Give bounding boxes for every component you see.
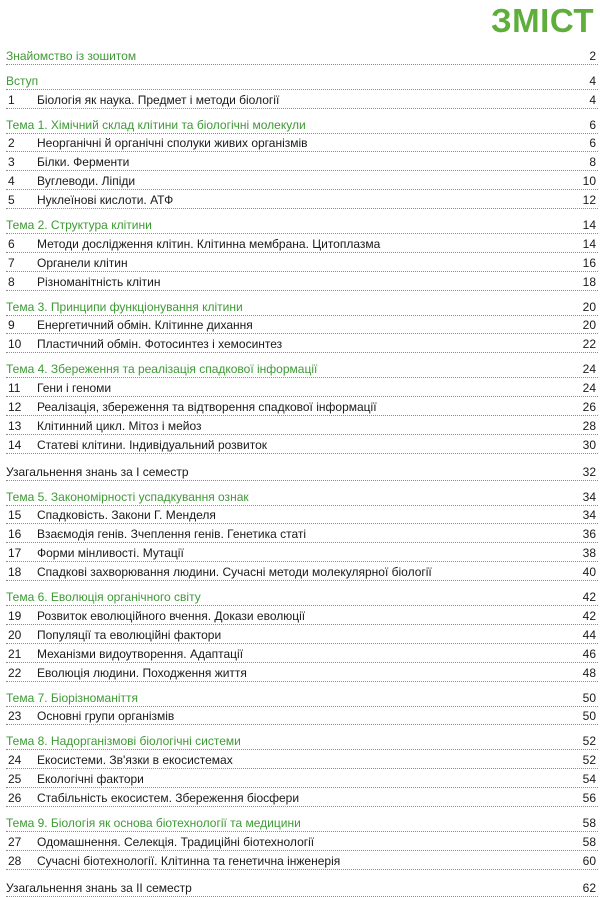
entry-title: Основні групи організмів (37, 709, 175, 724)
entry-number: 2 (8, 136, 15, 151)
entry-page-number: 44 (582, 627, 596, 642)
toc-entry[interactable] (6, 625, 598, 644)
toc-section-heading[interactable] (6, 813, 598, 832)
toc-entry[interactable] (6, 562, 598, 581)
entry-page-number: 4 (589, 73, 596, 88)
entry-page-number: 8 (589, 155, 596, 170)
toc-summary-entry[interactable] (6, 462, 598, 481)
entry-title: Нуклеїнові кислоти. АТФ (37, 193, 174, 208)
page-title: ЗМІСТ (491, 2, 594, 39)
toc-entry[interactable] (6, 416, 598, 435)
entry-title: Тема 5. Закономірності успадкування ознак (6, 489, 249, 504)
toc-section-heading[interactable] (6, 71, 598, 90)
entry-number: 20 (8, 627, 22, 642)
entry-title: Еволюція людини. Походження життя (37, 665, 247, 680)
entry-page-number: 46 (582, 646, 596, 661)
toc-section-heading[interactable] (6, 215, 598, 234)
entry-title: Неорганічні й органічні сполуки живих організмів (37, 136, 308, 151)
entry-number: 6 (8, 236, 15, 251)
entry-number: 3 (8, 155, 15, 170)
entry-page-number: 50 (582, 709, 596, 724)
entry-page-number: 28 (582, 418, 596, 433)
entry-page-number: 56 (582, 790, 596, 805)
entry-title: Пластичний обмін. Фотосинтез і хемосинтез (37, 337, 283, 352)
entry-title: Сучасні біотехнології. Клітинна та генетична інженерія (37, 853, 341, 868)
toc-entry[interactable] (6, 606, 598, 625)
entry-page-number: 32 (582, 464, 596, 479)
toc-entry[interactable] (6, 543, 598, 562)
entry-page-number: 12 (582, 193, 596, 208)
entry-title: Знайомство із зошитом (6, 48, 137, 63)
entry-page-number: 2 (589, 48, 596, 63)
entry-title: Тема 3. Принципи функціонування клітини (6, 299, 243, 314)
section-gap (6, 870, 598, 876)
entry-title: Тема 9. Біологія як основа біотехнології та медицини (6, 815, 301, 830)
entry-page-number: 60 (582, 853, 596, 868)
toc-entry[interactable] (6, 272, 598, 291)
entry-title: Гени і геноми (37, 381, 112, 396)
entry-page-number: 40 (582, 565, 596, 580)
entry-page-number: 58 (582, 815, 596, 830)
entry-number: 17 (8, 546, 22, 561)
entry-number: 7 (8, 255, 15, 270)
entry-number: 10 (8, 337, 22, 352)
toc-entry[interactable] (6, 253, 598, 272)
entry-number: 15 (8, 508, 22, 523)
toc-entry[interactable] (6, 506, 598, 525)
toc-entry[interactable] (6, 190, 598, 209)
entry-number: 28 (8, 853, 22, 868)
toc-entry[interactable] (6, 234, 598, 253)
entry-title: Біологія як наука. Предмет і методи біології (37, 92, 280, 107)
entry-page-number: 48 (582, 665, 596, 680)
entry-page-number: 34 (582, 489, 596, 504)
toc-entry[interactable] (6, 524, 598, 543)
entry-title: Узагальнення знань за II семестр (6, 880, 192, 895)
entry-page-number: 58 (582, 834, 596, 849)
toc-section-heading[interactable] (6, 359, 598, 378)
entry-number: 5 (8, 193, 15, 208)
entry-number: 19 (8, 608, 22, 623)
entry-title: Білки. Ферменти (37, 155, 130, 170)
entry-title: Клітинний цикл. Мітоз і мейоз (37, 418, 202, 433)
entry-title: Тема 1. Хімічний склад клітини та біологічні молекули (6, 117, 306, 132)
entry-title: Тема 2. Структура клітини (6, 218, 152, 233)
entry-title: Органели клітин (37, 255, 128, 270)
toc-section-heading[interactable] (6, 297, 598, 316)
entry-page-number: 20 (582, 318, 596, 333)
entry-number: 8 (8, 274, 15, 289)
entry-title: Стабільність екосистем. Збереження біосфери (37, 790, 300, 805)
entry-number: 25 (8, 772, 22, 787)
entry-title: Спадковість. Закони Г. Менделя (37, 508, 216, 523)
entry-page-number: 18 (582, 274, 596, 289)
entry-title: Екологічні фактори (37, 772, 144, 787)
toc-section-heading[interactable] (6, 731, 598, 750)
entry-page-number: 52 (582, 734, 596, 749)
entry-page-number: 42 (582, 608, 596, 623)
entry-title: Тема 7. Біорізноманіття (6, 690, 138, 705)
toc-entry[interactable] (6, 334, 598, 353)
entry-number: 18 (8, 565, 22, 580)
entry-page-number: 24 (582, 362, 596, 377)
entry-number: 22 (8, 665, 22, 680)
entry-title: Взаємодія генів. Зчеплення генів. Генетика статі (37, 527, 307, 542)
toc-entry[interactable] (6, 316, 598, 335)
entry-title: Одомашнення. Селекція. Традиційні біотехнології (37, 834, 315, 849)
entry-page-number: 20 (582, 299, 596, 314)
entry-number: 23 (8, 709, 22, 724)
entry-number: 27 (8, 834, 22, 849)
entry-title: Тема 6. Еволюція органічного світу (6, 590, 201, 605)
entry-number: 13 (8, 418, 22, 433)
toc-entry[interactable] (6, 663, 598, 682)
toc-entry[interactable] (6, 851, 598, 870)
entry-page-number: 16 (582, 255, 596, 270)
entry-page-number: 14 (582, 236, 596, 251)
entry-number: 11 (8, 381, 21, 396)
entry-title: Статеві клітини. Індивідуальний розвиток (37, 437, 268, 452)
entry-page-number: 4 (589, 92, 596, 107)
entry-title: Механізми видоутворення. Адаптації (37, 646, 244, 661)
entry-title: Спадкові захворювання людини. Сучасні методи молекулярної біології (37, 565, 432, 580)
table-of-contents (6, 46, 598, 897)
toc-section-heading[interactable] (6, 487, 598, 506)
entry-title: Узагальнення знань за I семестр (6, 464, 189, 479)
toc-entry[interactable] (6, 750, 598, 769)
entry-page-number: 34 (582, 508, 596, 523)
entry-title: Реалізація, збереження та відтворення спадкової інформації (37, 400, 377, 415)
entry-page-number: 24 (582, 381, 596, 396)
entry-number: 24 (8, 753, 22, 768)
toc-entry[interactable] (6, 378, 598, 397)
entry-page-number: 30 (582, 437, 596, 452)
entry-number: 4 (8, 174, 15, 189)
entry-number: 26 (8, 790, 22, 805)
entry-page-number: 42 (582, 590, 596, 605)
toc-section-heading[interactable] (6, 115, 598, 134)
toc-section-heading[interactable] (6, 688, 598, 707)
entry-page-number: 6 (589, 117, 596, 132)
entry-title: Тема 4. Збереження та реалізація спадкової інформації (6, 362, 318, 377)
entry-page-number: 38 (582, 546, 596, 561)
entry-number: 16 (8, 527, 22, 542)
toc-summary-entry[interactable] (6, 878, 598, 897)
entry-title: Енергетичний обмін. Клітинне дихання (37, 318, 253, 333)
entry-page-number: 14 (582, 218, 596, 233)
entry-title: Методи дослідження клітин. Клітинна мембрана. Цитоплазма (37, 236, 381, 251)
toc-entry[interactable] (6, 644, 598, 663)
entry-title: Екосистеми. Зв'язки в екосистемах (37, 753, 233, 768)
entry-page-number: 22 (582, 337, 596, 352)
entry-page-number: 62 (582, 880, 596, 895)
entry-number: 21 (8, 646, 22, 661)
toc-entry[interactable] (6, 171, 598, 190)
section-gap (6, 454, 598, 460)
toc-entry[interactable] (6, 435, 598, 454)
entry-title: Тема 8. Надорганізмові біологічні системи (6, 734, 241, 749)
entry-number: 1 (8, 92, 15, 107)
entry-page-number: 36 (582, 527, 596, 542)
toc-entry[interactable] (6, 788, 598, 807)
entry-title: Вступ (6, 73, 39, 88)
toc-entry[interactable] (6, 134, 598, 153)
entry-title: Вуглеводи. Ліпіди (37, 174, 136, 189)
toc-section-heading[interactable] (6, 587, 598, 606)
entry-page-number: 26 (582, 400, 596, 415)
entry-page-number: 6 (589, 136, 596, 151)
entry-title: Різноманітність клітин (37, 274, 161, 289)
entry-number: 9 (8, 318, 15, 333)
toc-section-heading[interactable] (6, 46, 598, 65)
entry-title: Форми мінливості. Мутації (37, 546, 184, 561)
toc-entry[interactable] (6, 152, 598, 171)
toc-entry[interactable] (6, 90, 598, 109)
toc-entry[interactable] (6, 769, 598, 788)
entry-title: Популяції та еволюційні фактори (37, 627, 222, 642)
entry-page-number: 50 (582, 690, 596, 705)
entry-page-number: 52 (582, 753, 596, 768)
entry-number: 14 (8, 437, 22, 452)
toc-entry[interactable] (6, 397, 598, 416)
entry-page-number: 10 (582, 174, 596, 189)
entry-page-number: 54 (582, 772, 596, 787)
entry-title: Розвиток еволюційного вчення. Докази еволюції (37, 608, 306, 623)
entry-number: 12 (8, 400, 22, 415)
toc-entry[interactable] (6, 832, 598, 851)
toc-entry[interactable] (6, 707, 598, 726)
